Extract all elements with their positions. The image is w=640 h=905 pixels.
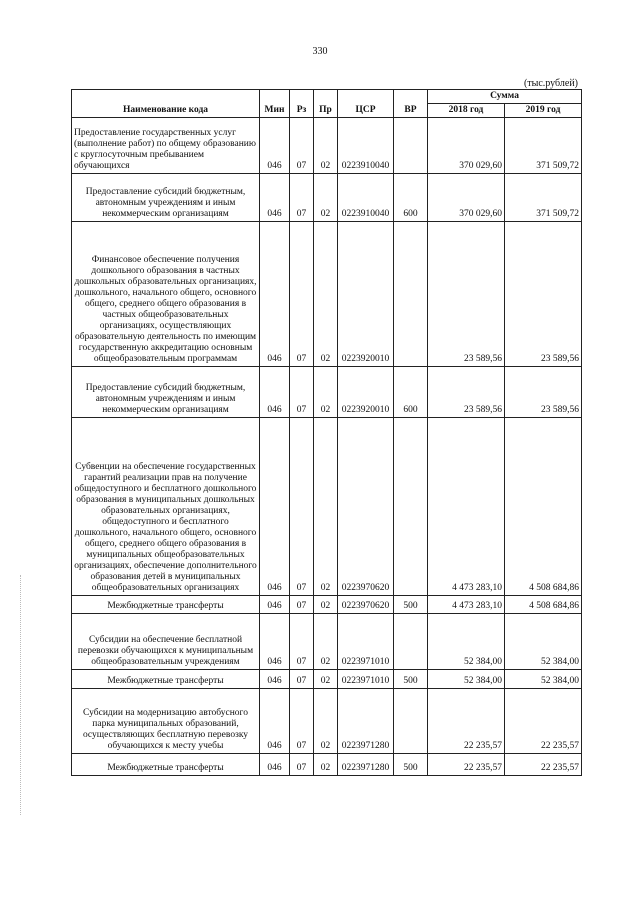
header-name: Наименование кода: [72, 90, 260, 118]
table-row: [72, 367, 582, 418]
rz-cell: 07: [290, 670, 314, 689]
name-cell: Межбюджетные трансферты: [72, 670, 260, 689]
pr-cell: 02: [314, 670, 338, 689]
rz-cell: 07: [290, 367, 314, 418]
name-cell: Субсидии на обеспечение бесплатной перевозки обучающихся к муниципальным общеобразовательным учреждениям: [72, 614, 260, 670]
table-row: [72, 614, 582, 670]
header-year-2018: 2018 год: [428, 104, 505, 118]
margin-line: [20, 575, 21, 815]
vr-cell: [394, 118, 428, 174]
csr-cell: 0223971010: [338, 614, 394, 670]
sum-2019-cell: 22 235,57: [505, 754, 582, 776]
pr-cell: 02: [314, 596, 338, 614]
sum-2018-cell: 22 235,57: [428, 689, 505, 754]
sum-2019-cell: 52 384,00: [505, 614, 582, 670]
sum-2019-cell: 23 589,56: [505, 222, 582, 367]
table-row: [72, 418, 582, 596]
csr-cell: 0223970620: [338, 596, 394, 614]
table-row: [72, 118, 582, 174]
name-cell: Межбюджетные трансферты: [72, 596, 260, 614]
header-vr: ВР: [394, 90, 428, 118]
min-cell: 046: [260, 689, 290, 754]
vr-cell: 500: [394, 754, 428, 776]
header-csr: ЦСР: [338, 90, 394, 118]
name-cell: Предоставление субсидий бюджетным, автономным учреждениям и иным некоммерческим организациям: [72, 174, 260, 222]
rz-cell: 07: [290, 754, 314, 776]
sum-2018-cell: 22 235,57: [428, 754, 505, 776]
vr-cell: [394, 614, 428, 670]
units-label: (тыс.рублей): [523, 78, 578, 89]
sum-2018-cell: 4 473 283,10: [428, 596, 505, 614]
rz-cell: 07: [290, 689, 314, 754]
vr-cell: 600: [394, 367, 428, 418]
header-min: Мин: [260, 90, 290, 118]
sum-2018-cell: 23 589,56: [428, 222, 505, 367]
pr-cell: 02: [314, 689, 338, 754]
rz-cell: 07: [290, 174, 314, 222]
rz-cell: 07: [290, 596, 314, 614]
pr-cell: 02: [314, 367, 338, 418]
min-cell: 046: [260, 367, 290, 418]
table-row: [72, 689, 582, 754]
budget-table: [71, 89, 582, 776]
header-year-2019: 2019 год: [505, 104, 582, 118]
sum-2019-cell: 52 384,00: [505, 670, 582, 689]
rz-cell: 07: [290, 614, 314, 670]
sum-2019-cell: 371 509,72: [505, 174, 582, 222]
sum-2019-cell: 4 508 684,86: [505, 596, 582, 614]
rz-cell: 07: [290, 418, 314, 596]
min-cell: 046: [260, 222, 290, 367]
min-cell: 046: [260, 754, 290, 776]
vr-cell: 500: [394, 596, 428, 614]
csr-cell: 0223971280: [338, 754, 394, 776]
name-cell: Субсидии на модернизацию автобусного парка муниципальных образований, осуществляющих бесплатную перевозку обучающихся к месту учебы: [72, 689, 260, 754]
header-pr: Пр: [314, 90, 338, 118]
header-rz: Рз: [290, 90, 314, 118]
csr-cell: 0223971280: [338, 689, 394, 754]
table-body: [72, 118, 582, 776]
sum-2018-cell: 4 473 283,10: [428, 418, 505, 596]
name-cell: Предоставление субсидий бюджетным, автономным учреждениям и иным некоммерческим организациям: [72, 367, 260, 418]
min-cell: 046: [260, 614, 290, 670]
sum-2019-cell: 371 509,72: [505, 118, 582, 174]
name-cell: Межбюджетные трансферты: [72, 754, 260, 776]
table-row: [72, 174, 582, 222]
vr-cell: [394, 689, 428, 754]
csr-cell: 0223920010: [338, 367, 394, 418]
min-cell: 046: [260, 596, 290, 614]
pr-cell: 02: [314, 174, 338, 222]
pr-cell: 02: [314, 754, 338, 776]
sum-2019-cell: 23 589,56: [505, 367, 582, 418]
sum-2018-cell: 370 029,60: [428, 118, 505, 174]
rz-cell: 07: [290, 222, 314, 367]
vr-cell: 500: [394, 670, 428, 689]
min-cell: 046: [260, 174, 290, 222]
vr-cell: 600: [394, 174, 428, 222]
name-cell: Предоставление государственных услуг (выполнение работ) по общему образованию с круглосуточным пребыванием обучающихся: [72, 118, 260, 174]
csr-cell: 0223920010: [338, 222, 394, 367]
rz-cell: 07: [290, 118, 314, 174]
name-cell: Субвенции на обеспечение государственных гарантий реализации прав на получение общедоступного и бесплатного дошкольного образования в муниципальных дошкольных образовательных организациях, общедоступного и бесплатного дошкольного, начального общего, основного общего, среднего общего образования в муниципальных общеобразовательных организациях, обеспечение дополнительного образования детей в муниципальных общеобразовательных организациях: [72, 418, 260, 596]
pr-cell: 02: [314, 118, 338, 174]
csr-cell: 0223910040: [338, 174, 394, 222]
table-row: [72, 596, 582, 614]
vr-cell: [394, 418, 428, 596]
sum-2018-cell: 52 384,00: [428, 670, 505, 689]
csr-cell: 0223970620: [338, 418, 394, 596]
sum-2018-cell: 370 029,60: [428, 174, 505, 222]
table-row: [72, 754, 582, 776]
vr-cell: [394, 222, 428, 367]
min-cell: 046: [260, 670, 290, 689]
csr-cell: 0223910040: [338, 118, 394, 174]
page-number: 330: [312, 46, 328, 57]
pr-cell: 02: [314, 222, 338, 367]
min-cell: 046: [260, 118, 290, 174]
name-cell: Финансовое обеспечение получения дошкольного образования в частных дошкольных образовательных организациях, дошкольного, начального общего, основного общего, среднего общего образования в частных общеобразовательных организациях, осуществляющих образовательную деятельность по имеющим государственную аккредитацию основным общеобразовательным программам: [72, 222, 260, 367]
csr-cell: 0223971010: [338, 670, 394, 689]
table-header: [72, 90, 582, 118]
sum-2019-cell: 22 235,57: [505, 689, 582, 754]
table-row: [72, 222, 582, 367]
sum-2019-cell: 4 508 684,86: [505, 418, 582, 596]
sum-2018-cell: 23 589,56: [428, 367, 505, 418]
header-sum: Сумма: [428, 90, 582, 104]
sum-2018-cell: 52 384,00: [428, 614, 505, 670]
table-row: [72, 670, 582, 689]
min-cell: 046: [260, 418, 290, 596]
pr-cell: 02: [314, 614, 338, 670]
pr-cell: 02: [314, 418, 338, 596]
